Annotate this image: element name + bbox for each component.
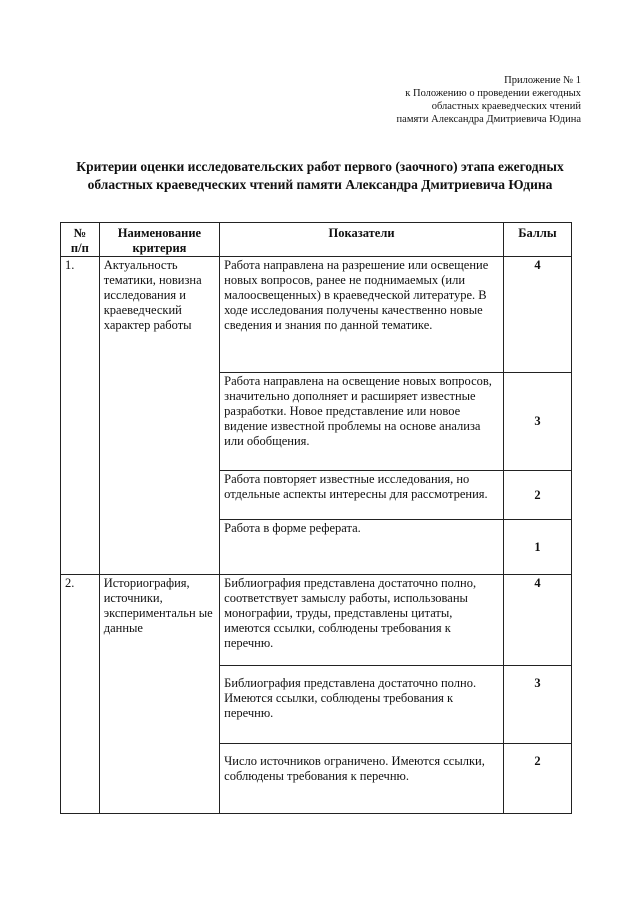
header-number — [61, 223, 100, 257]
appendix-line-3: областных краеведческих чтений — [431, 101, 581, 112]
appendix-line-4: памяти Александра Дмитриевича Юдина — [396, 114, 581, 125]
score-value: 3 — [503, 373, 571, 471]
criteria-table — [60, 222, 572, 814]
criterion-name: Актуальность тематики, новизна исследования и краеведческий характер работы — [99, 257, 219, 575]
header-number-line-2: п/п — [70, 241, 89, 255]
header-score: Баллы — [503, 223, 571, 257]
score-value: 1 — [503, 520, 571, 575]
indicator-text: Библиография представлена достаточно полно. Имеются ссылки, соблюдены требования к перечню. — [220, 666, 504, 744]
score-value: 2 — [503, 471, 571, 520]
score-value: 3 — [503, 666, 571, 744]
indicator-text: Число источников ограничено. Имеются ссылки, соблюдены требования к перечню. — [220, 744, 504, 814]
header-indicators: Показатели — [220, 223, 504, 257]
header-number-line-1: № — [73, 226, 87, 240]
table-row — [61, 257, 572, 373]
indicator-text: Работа повторяет известные исследования, но отдельные аспекты интересны для рассмотрения. — [220, 471, 504, 520]
indicator-text: Библиография представлена достаточно полно, соответствует замыслу работы, использованы монографии, труды, представлены цитаты, имеются ссылки, соблюдены требования к перечню. — [220, 575, 504, 666]
header-criterion-line-2: критерия — [132, 241, 187, 255]
table-row — [61, 575, 572, 666]
indicator-text: Работа направлена на освещение новых вопросов, значительно дополняет и расширяет известные разработки. Новое представление или новое видение известной проблемы на основе анализа или обобщения. — [220, 373, 504, 471]
criterion-name: Историография, источники, экспериментальн ые данные — [99, 575, 219, 814]
appendix-line-1: Приложение № 1 — [504, 75, 581, 86]
score-value: 4 — [503, 575, 571, 666]
title-line-1: Критерии оценки исследовательских работ первого (заочного) этапа ежегодных — [76, 159, 564, 174]
score-value: 4 — [503, 257, 571, 373]
indicator-text: Работа в форме реферата. — [220, 520, 504, 575]
criterion-number: 1. — [61, 257, 100, 575]
title-line-2: областных краеведческих чтений памяти Александра Дмитриевича Юдина — [87, 177, 553, 192]
document-title — [40, 158, 600, 194]
indicator-text: Работа направлена на разрешение или освещение новых вопросов, ранее не поднимаемых (или малоосвещенных) в краеведческой литературе. В ходе исследования получены качественно новые сведения и знания по данной тематике. — [220, 257, 504, 373]
score-value: 2 — [503, 744, 571, 814]
header-criterion — [99, 223, 219, 257]
criterion-number: 2. — [61, 575, 100, 814]
table-header-row — [61, 223, 572, 257]
header-criterion-line-1: Наименование — [117, 226, 202, 240]
appendix-line-2: к Положению о проведении ежегодных — [405, 88, 581, 99]
appendix-note — [397, 74, 581, 126]
